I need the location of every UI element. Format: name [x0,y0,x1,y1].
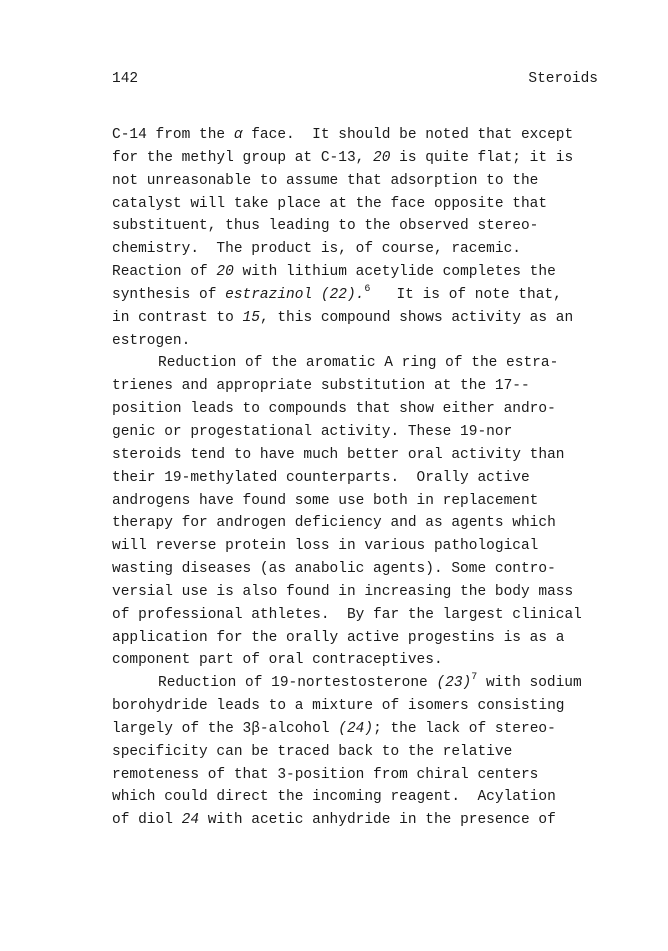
text-line [112,695,612,718]
italic-run: α [233,127,243,143]
text-run: androgens have found some use both in replacement [112,492,539,509]
text-line [112,741,612,764]
text-line [112,352,612,375]
text-line [112,261,612,284]
text-line [112,672,612,695]
text-run: substituent, thus leading to the observed stereo- [112,218,539,235]
text-run: ; the lack of stereo- [373,720,556,737]
text-line [112,215,612,238]
text-line [112,809,612,832]
text-line [112,512,612,535]
italic-run: 24 [181,812,200,829]
text-run: will reverse protein loss in various pathological [112,538,539,555]
text-run: with acetic anhydride in the presence of [199,812,556,829]
text-line [112,375,612,398]
text-run: synthesis of [112,286,226,303]
text-run: steroids tend to have much better oral activity than [112,446,565,463]
text-line [112,764,612,787]
text-run: estrogen. [112,332,191,349]
italic-run: estrazinol (22). [225,286,365,303]
text-run: face. It should be noted that except [242,127,574,143]
text-run: component part of oral contraceptives. [112,652,443,669]
text-run: largely of the 3β-alcohol [112,720,339,737]
text-line [112,170,612,193]
text-line [112,398,612,421]
text-run: position leads to compounds that show either andro- [112,401,556,418]
text-run: , this compound shows activity as an [259,309,574,326]
text-run: not unreasonable to assume that adsorption to the [112,172,539,189]
text-run: borohydride leads to a mixture of isomers consisting [112,698,565,715]
running-head: Steroids [528,71,598,87]
text-run: specificity can be traced back to the relative [112,743,513,760]
text-run: trienes and appropriate substitution at the 17-- [112,378,530,395]
text-run: C-14 from the [112,127,234,143]
text-run: in contrast to [112,309,243,326]
text-run: wasting diseases (as anabolic agents). Some contro- [112,561,556,578]
text-line [112,649,612,672]
text-run: with lithium acetylide completes the [233,264,556,281]
page-number: 142 [112,71,139,87]
text-run: of professional athletes. By far the largest clinical [112,606,582,623]
text-run: of diol [112,812,182,829]
italic-run: (23) [436,675,472,692]
text-line [112,627,612,650]
text-line [112,786,612,809]
text-run: Reduction of the aromatic A ring of the estra- [158,355,559,372]
text-line [112,558,612,581]
text-line [112,444,612,467]
text-run: their 19-methylated counterparts. Orally active [112,469,530,486]
text-line [112,193,612,216]
italic-run: 15 [242,309,260,326]
text-line [112,467,612,490]
text-line [112,604,612,627]
text-run: It is of note that, [370,286,562,303]
text-line [112,238,612,261]
text-line [112,718,612,741]
reference-superscript: 6 [364,283,371,295]
text-line [112,581,612,604]
text-line [112,330,612,353]
reference-superscript: 7 [471,672,478,684]
body-text [112,124,612,832]
text-run: which could direct the incoming reagent. Acylation [112,789,556,806]
text-run: Reduction of 19-nortestosterone [158,675,437,692]
text-line [112,490,612,513]
text-run: is quite flat; it is [390,149,574,166]
text-run: Reaction of [112,264,217,281]
text-line [112,307,612,330]
text-run: therapy for androgen deficiency and as agents which [112,515,556,532]
text-run: with sodium [477,675,582,692]
text-line [112,535,612,558]
text-run: catalyst will take place at the face opposite that [112,195,548,212]
text-line [112,284,612,307]
italic-run: 20 [373,149,391,166]
italic-run: 20 [216,264,234,281]
text-run: versial use is also found in increasing the body mass [112,583,574,600]
text-run: chemistry. The product is, of course, racemic. [112,241,521,258]
text-line [112,147,612,170]
text-run: remoteness of that 3-position from chiral centers [112,766,539,783]
text-line [112,421,612,444]
text-run: application for the orally active progestins is as a [112,629,565,646]
italic-run: (24) [338,720,374,737]
text-run: genic or progestational activity. These 19-nor [112,423,513,440]
text-run: for the methyl group at C-13, [112,149,374,166]
text-line [112,124,612,147]
